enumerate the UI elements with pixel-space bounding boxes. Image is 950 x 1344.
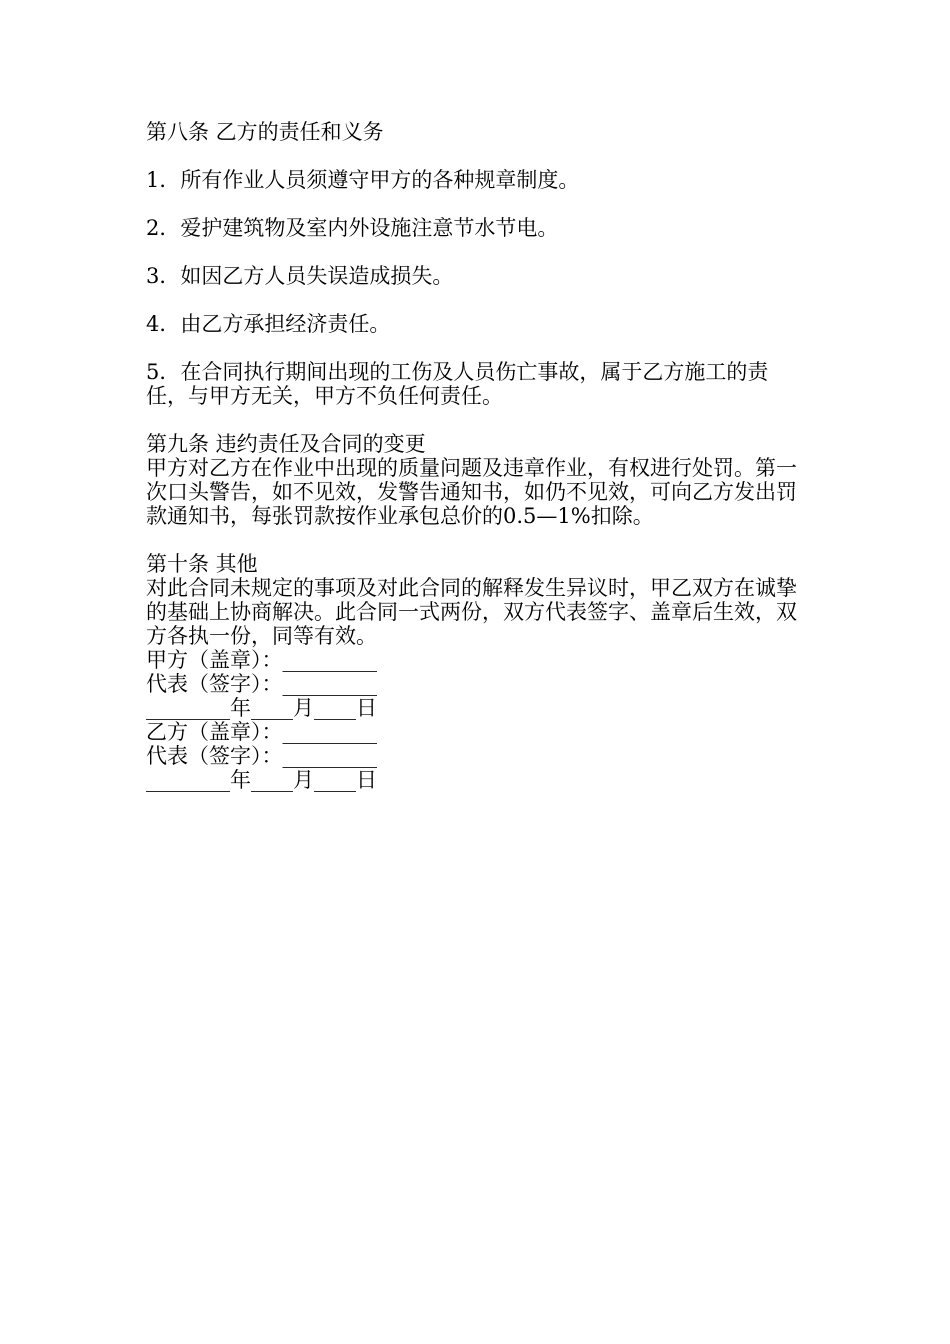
- article-8-heading: 第八条 乙方的责任和义务: [146, 120, 384, 144]
- party-b-seal-line: 乙方（盖章）：_________: [146, 720, 377, 744]
- party-b-date-line: ________年____月____日: [146, 768, 377, 792]
- party-a-rep-line: 代表（签字）：_________: [146, 672, 377, 696]
- party-a-date-line: ________年____月____日: [146, 696, 377, 720]
- article-10-heading: 第十条 其他: [146, 552, 258, 576]
- party-a-seal-line: 甲方（盖章）：_________: [146, 648, 377, 672]
- article-8-item-1: 1．所有作业人员须遵守甲方的各种规章制度。: [146, 168, 580, 192]
- article-10-body: 对此合同未规定的事项及对此合同的解释发生异议时，甲乙双方在诚挚的基础上协商解决。此合同一式两份，双方代表签字、盖章后生效，双方各执一份，同等有效。: [146, 576, 797, 648]
- article-9-heading: 第九条 违约责任及合同的变更: [146, 432, 426, 456]
- article-8-item-2: 2．爱护建筑物及室内外设施注意节水节电。: [146, 216, 559, 240]
- article-9-body: 甲方对乙方在作业中出现的质量问题及违章作业，有权进行处罚。第一次口头警告，如不见效，发警告通知书，如仍不见效，可向乙方发出罚款通知书，每张罚款按作业承包总价的0.5—1%扣除。: [146, 456, 797, 528]
- article-8-item-4: 4．由乙方承担经济责任。: [146, 312, 391, 336]
- article-8-item-5: 5．在合同执行期间出现的工伤及人员伤亡事故，属于乙方施工的责任，与甲方无关，甲方不负任何责任。: [146, 360, 769, 408]
- article-8-item-3: 3．如因乙方人员失误造成损失。: [146, 264, 454, 288]
- party-b-rep-line: 代表（签字）：_________: [146, 744, 377, 768]
- document-page: [146, 120, 810, 792]
